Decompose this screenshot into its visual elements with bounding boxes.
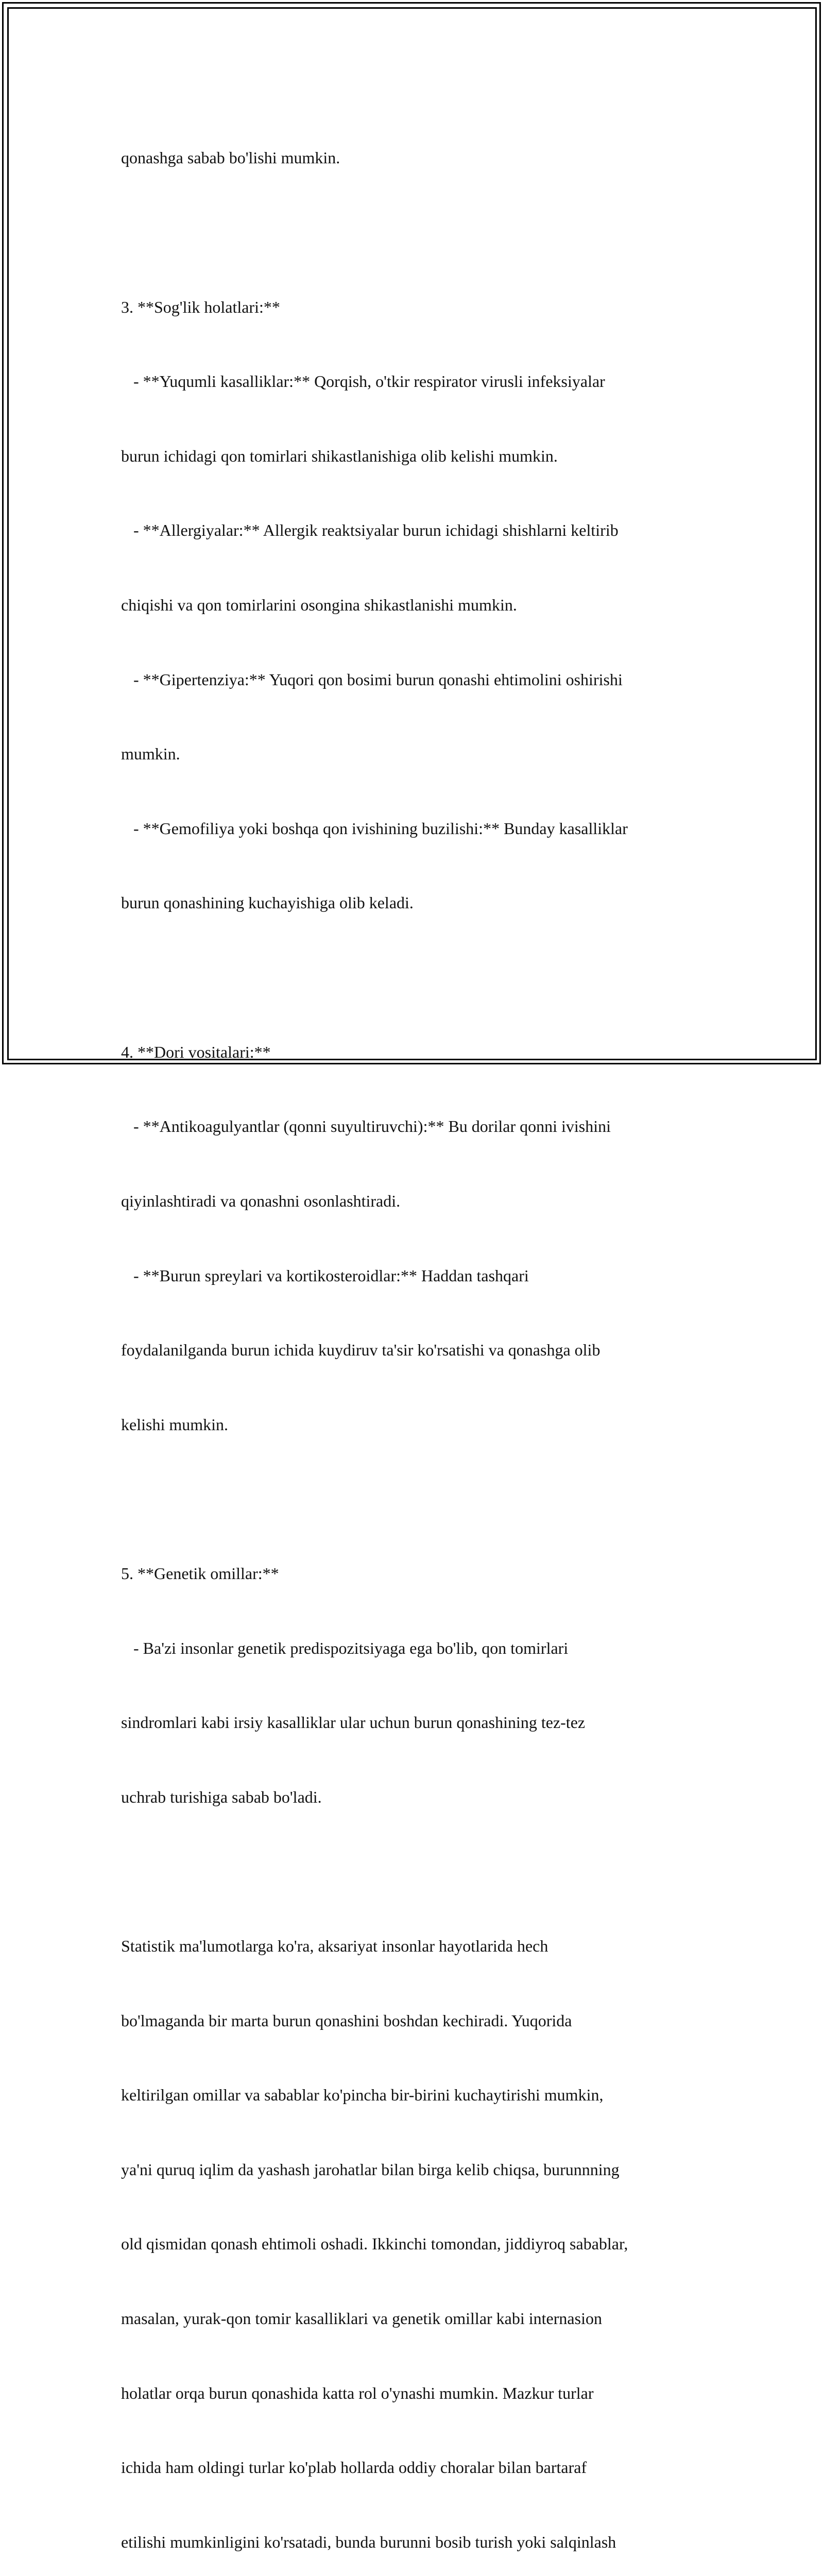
paragraph-line: old qismidan qonash ehtimoli oshadi. Ikkinchi tomondan, jiddiyroq sabablar, [121,2234,628,2253]
section-heading: 4. **Dori vositalari:** [121,1042,271,1061]
paragraph-line: etilishi mumkinligini ko'rsatadi, bunda burunni bosib turish yoki salqinlash [121,2532,616,2551]
list-item: - **Gipertenziya:** Yuqori qon bosimi burun qonashi ehtimolini oshirishi [121,670,623,689]
text-line: burun ichidagi qon tomirlari shikastlanishiga olib kelishi mumkin. [121,446,558,465]
text-line: kelishi mumkin. [121,1415,228,1434]
list-item: - **Antikoagulyantlar (qonni suyultiruvchi):** Bu dorilar qonni ivishini [121,1117,611,1136]
list-item: - **Allergiyalar:** Allergik reaktsiyalar burun ichidagi shishlarni keltirib [121,521,619,540]
text-line: sindromlari kabi irsiy kasalliklar ular uchun burun qonashining tez-tez [121,1713,586,1732]
section-heading: 3. **Sog'lik holatlari:** [121,297,280,316]
text-line: qiyinlashtiradi va qonashni osonlashtiradi. [121,1191,401,1210]
text-line: burun qonashining kuchayishiga olib keladi. [121,893,414,912]
paragraph-line: ya'ni quruq iqlim da yashash jarohatlar bilan birga kelib chiqsa, burunnning [121,2160,620,2179]
paragraph-line: bo'lmaganda bir marta burun qonashini boshdan kechiradi. Yuqorida [121,2011,572,2030]
paragraph-line: keltirilgan omillar va sabablar ko'pincha bir-birini kuchaytirishi mumkin, [121,2086,604,2105]
text-line: qonashga sabab bo'lishi mumkin. [121,148,340,167]
blank-line [121,220,718,245]
paragraph-line: ichida ham oldingi turlar ko'plab hollarda oddiy choralar bilan bartaraf [121,2458,587,2477]
blank-line [121,1486,718,1511]
blank-line [121,1859,718,1884]
paragraph-line: Statistik ma'lumotlarga ko'ra, aksariyat insonlar hayotlarida hech [121,1936,548,1955]
text-line: mumkin. [121,744,180,764]
text-line: foydalanilganda burun ichida kuydiruv ta'sir ko'rsatishi va qonashga olib [121,1341,600,1360]
text-line: uchrab turishiga sabab bo'ladi. [121,1787,322,1806]
list-item: - **Gemofiliya yoki boshqa qon ivishining buzilishi:** Bunday kasalliklar [121,819,628,838]
blank-line [121,965,718,990]
list-item: - **Yuqumli kasalliklar:** Qorqish, o'tkir respirator virusli infeksiyalar [121,372,605,391]
list-item: - **Burun spreylari va kortikosteroidlar:** Haddan tashqari [121,1266,529,1285]
section-heading: 5. **Genetik omillar:** [121,1564,279,1583]
text-line: chiqishi va qon tomirlarini osongina shikastlanishi mumkin. [121,596,517,615]
list-item: - Ba'zi insonlar genetik predispozitsiyaga ega bo'lib, qon tomirlari [121,1638,569,1657]
paragraph-line: holatlar orqa burun qonashida katta rol o'ynashi mumkin. Mazkur turlar [121,2383,594,2402]
paragraph-line: masalan, yurak-qon tomir kasalliklari va genetik omillar kabi internasion [121,2309,602,2328]
document-body [121,96,718,2576]
